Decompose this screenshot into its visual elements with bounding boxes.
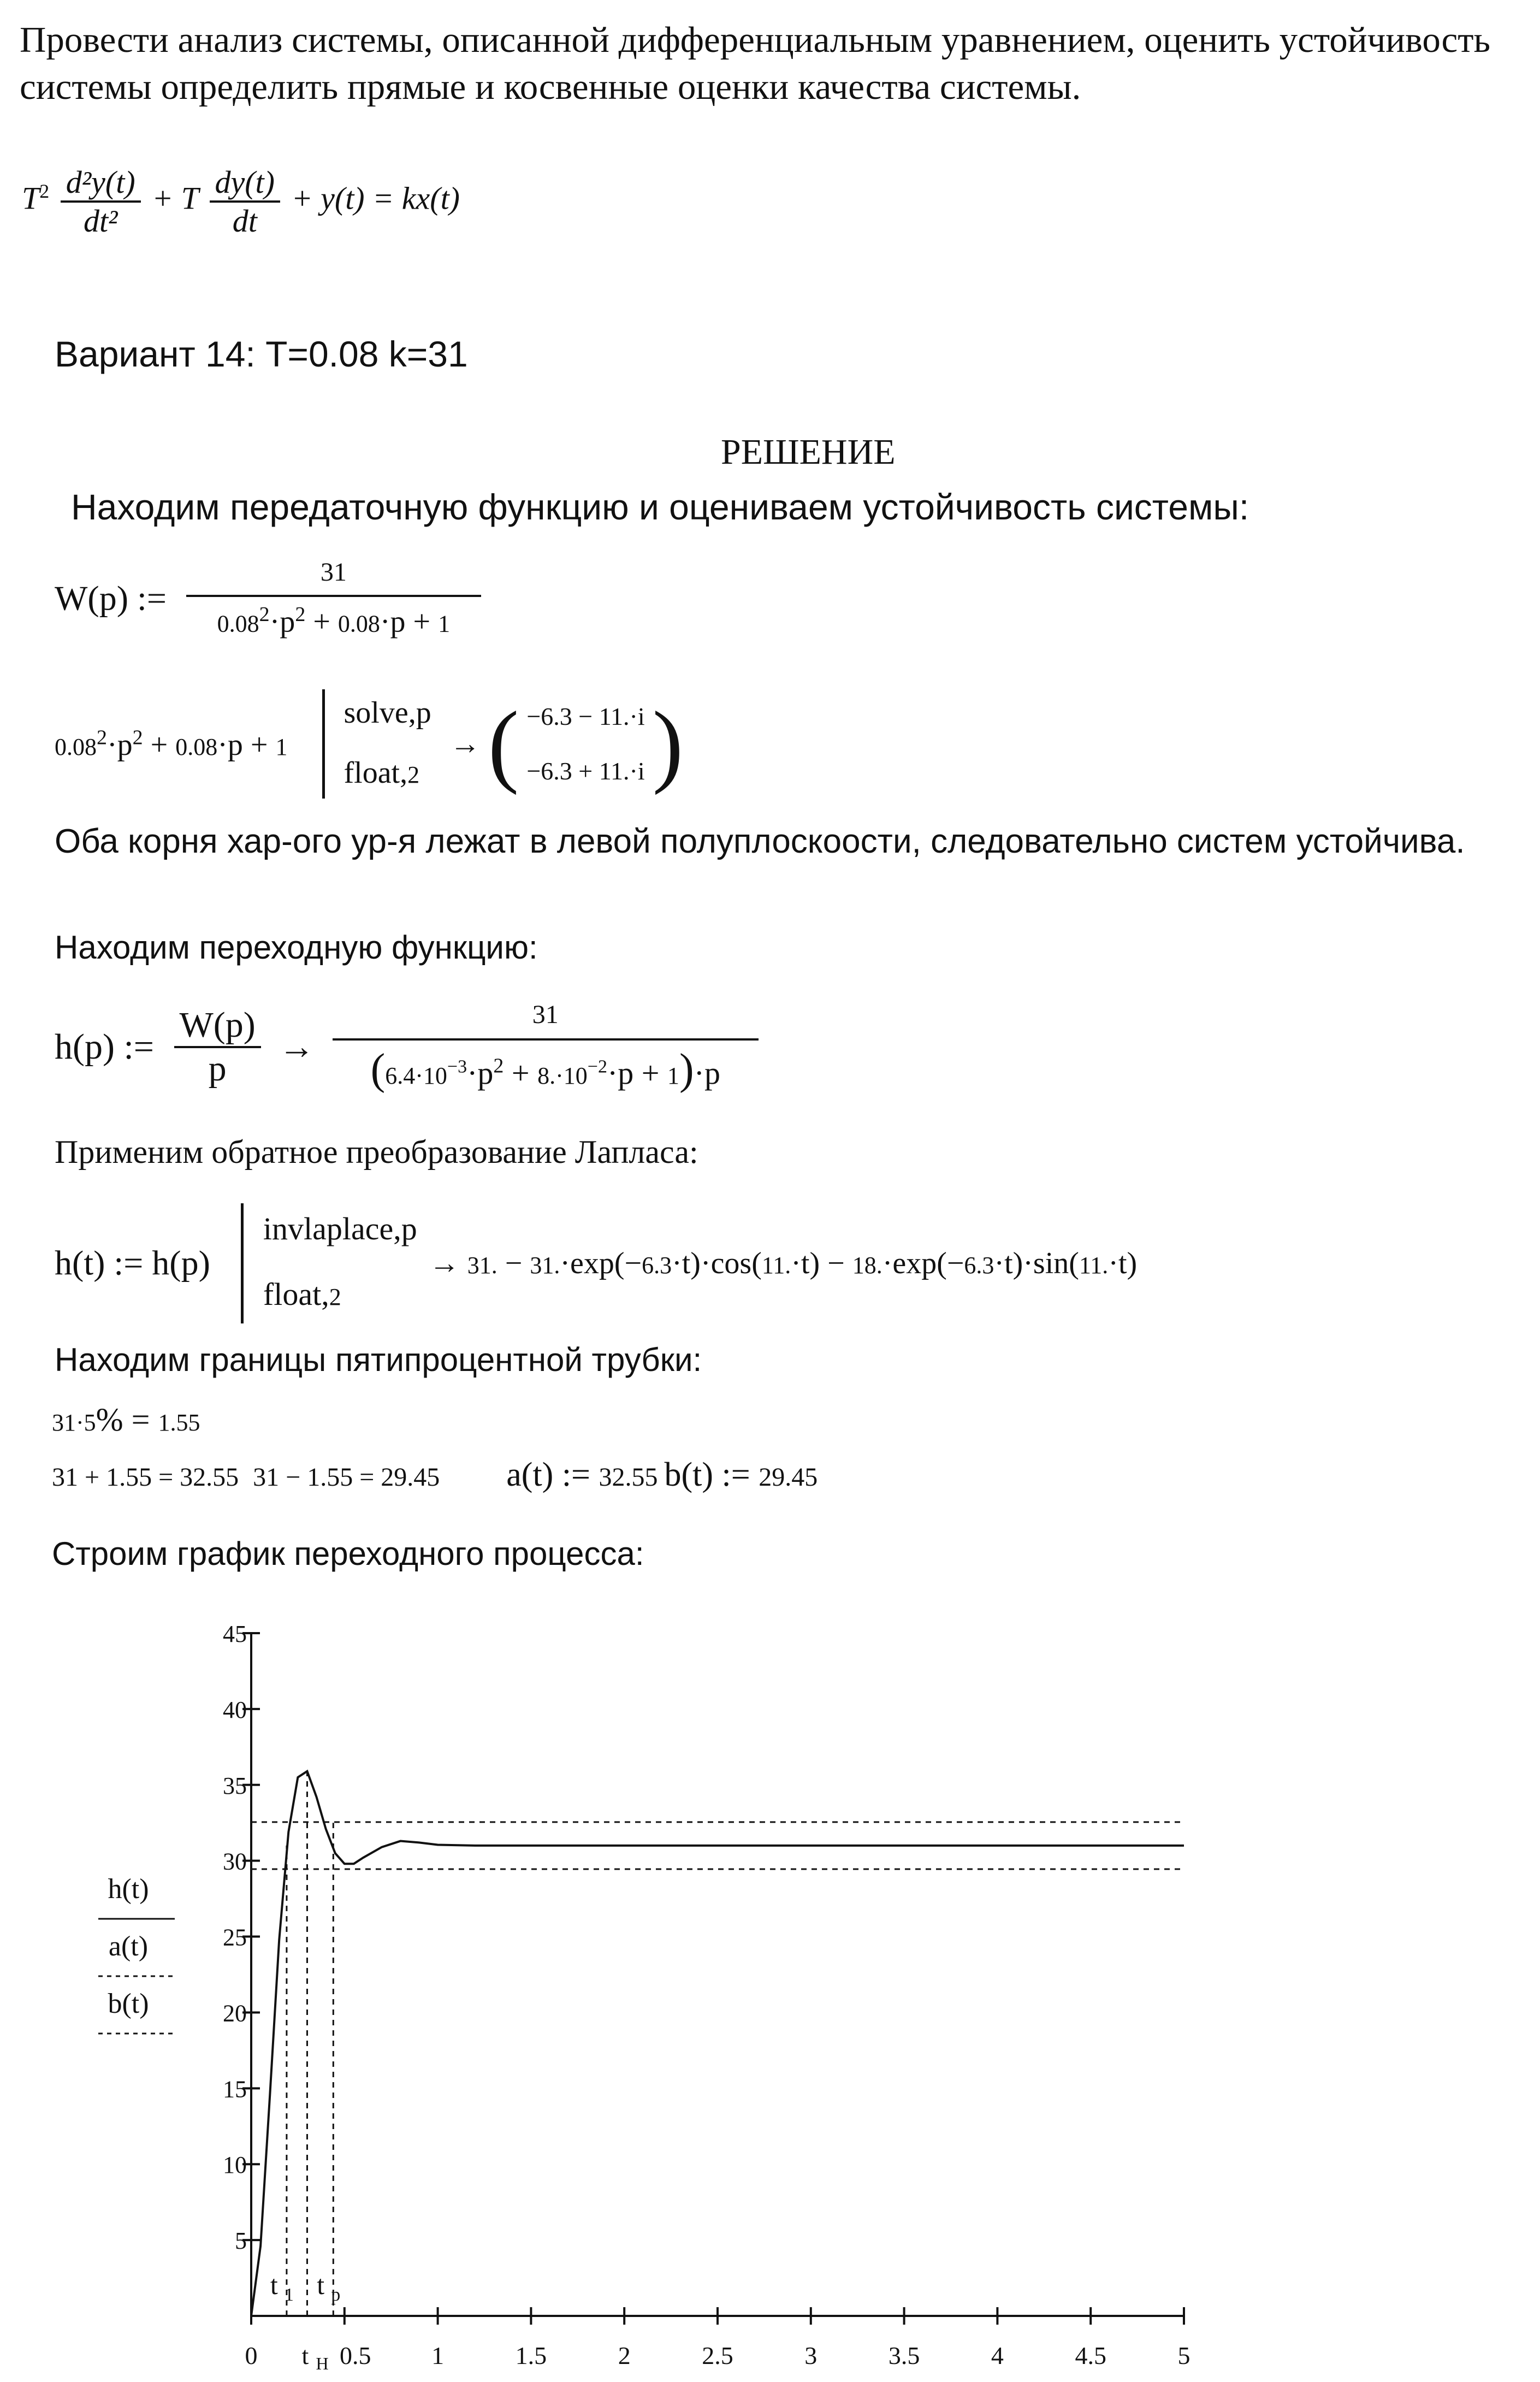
step-arrow: → (279, 1027, 315, 1067)
x-tick-label: 3.5 (888, 2342, 920, 2369)
step-result-fraction (333, 1000, 759, 1095)
root-1: −6.3 − 11.·i (526, 702, 645, 730)
eq-T-exp: 2 (39, 180, 50, 202)
b-value: 29.45 (759, 1463, 818, 1492)
laplace-text: Применим обратное преобразование Лапласа: (55, 1134, 698, 1170)
eq-dy-den: dt (232, 203, 257, 239)
step-result-den: $(6.4\cdot 10^{-3}\cdot p^2 + 8.\cdot 10^{-2}\cdot p + 1)\cdot p$ (370, 1045, 720, 1094)
tube-percent-line: 31·5% = 1.55 (52, 1402, 200, 1438)
marker-sub-tp: p (331, 2285, 341, 2305)
eq-rhs: + y(t) = kx(t) (291, 180, 460, 216)
eq-plus-T: + T (152, 180, 198, 216)
inverse-laplace (55, 1196, 1137, 1330)
x-tick-label: 4 (991, 2342, 1004, 2369)
a-def: a(t) := (506, 1456, 599, 1493)
y-tick-label: 15 (223, 2076, 247, 2103)
solve-keyword: solve,p (343, 696, 431, 730)
y-tick-label: 35 (223, 1772, 247, 1799)
marker-label-tH: t (301, 2342, 309, 2369)
inverse-result: → 31. − 31.·exp(−6.3·t)·cos(11.·t) − 18.·exp(−6.3·t)·sin(11.·t) (429, 1246, 1138, 1280)
solve-arrow: → (449, 727, 481, 761)
series-ht (251, 1771, 1184, 2316)
invlaplace-keyword: invlaplace,p (263, 1211, 417, 1246)
legend-label-bt: b(t) (108, 1988, 149, 2019)
tube-lower-calc: 31 − 1.55 = 29.45 (253, 1463, 440, 1492)
inverse-lhs: h(t) := h(p) (55, 1243, 210, 1282)
solution-title: РЕШЕНИЕ (721, 432, 896, 472)
eq-T: T (22, 180, 40, 216)
x-tick-label: 1 (431, 2342, 445, 2369)
marker-label-t1: t (270, 2269, 278, 2300)
b-def: b(t) := (664, 1456, 759, 1493)
tube-upper-calc: 31 + 1.55 = 32.55 (52, 1463, 239, 1492)
y-tick-label: 30 (223, 1848, 247, 1875)
eq-second-derivative (61, 164, 141, 239)
float-keyword: float,2 (343, 756, 420, 790)
step-response-laplace (55, 1000, 762, 1095)
transfer-function (55, 557, 484, 640)
roots-vector (526, 689, 644, 799)
y-tick-label: 20 (223, 2000, 247, 2027)
eq-first-derivative (210, 164, 281, 239)
transient-chart (0, 1595, 1540, 2382)
step-den: p (208, 1049, 227, 1089)
x-tick-label: 0.5 (340, 2342, 371, 2369)
step-num: W(p) (179, 1005, 256, 1045)
legend-label-at: a(t) (108, 1931, 149, 1962)
tube-bounds-line (52, 1456, 818, 1494)
x-tick-label: 1.5 (515, 2342, 547, 2369)
step-lhs: h(p) := (55, 1027, 155, 1067)
x-tick-label: 3 (804, 2342, 818, 2369)
y-tick-label: 25 (223, 1924, 247, 1951)
step4-heading: Строим график переходного процесса: (52, 1535, 644, 1572)
y-tick-label: 45 (223, 1621, 247, 1647)
x-tick-label: 4.5 (1075, 2342, 1106, 2369)
y-tick-label: 10 (223, 2152, 247, 2179)
roots-calculation: $0.08^2\cdot p^2 + 0.08\cdot p + 1$ solve,p float,2 → ( −6.3 − 11.·i −6.3 + 11.·i ) (55, 683, 683, 805)
transfer-den: $0.08^2\cdot p^2 + 0.08\cdot p + 1$ (217, 603, 451, 639)
step-wp-over-p (174, 1004, 261, 1090)
roots-polynomial: $0.08^2\cdot p^2 + 0.08\cdot p + 1$ (55, 726, 288, 762)
marker-sub-t1: 1 (284, 2285, 294, 2305)
step-result-num: 31 (532, 1000, 559, 1029)
y-tick-label: 40 (223, 1696, 247, 1723)
transfer-num: 31 (320, 558, 347, 587)
x-tick-label: 0 (245, 2342, 258, 2369)
differential-equation (22, 164, 460, 239)
solve-keywords (343, 683, 431, 805)
inverse-float-keyword: float,2 (263, 1276, 341, 1312)
root-2: −6.3 + 11.·i (526, 757, 645, 785)
x-tick-label: 2 (618, 2342, 631, 2369)
solve-separator (322, 689, 325, 799)
x-tick-label: 2.5 (702, 2342, 733, 2369)
inverse-separator (241, 1203, 244, 1323)
x-tick-label: 5 (1177, 2342, 1190, 2369)
marker-sub-tH: H (316, 2354, 329, 2373)
eq-d2y-num: d²y(t) (66, 164, 135, 200)
eq-dy-num: dy(t) (215, 164, 275, 200)
eq-d2y-den: dt² (83, 203, 118, 239)
step2-heading: Находим переходную функцию: (55, 929, 538, 966)
inverse-keywords (263, 1196, 417, 1330)
transfer-lhs: W(p) := (55, 578, 167, 618)
problem-statement: Провести анализ системы, описанной дифференциальным уравнением, оценить устойчивость системы определить прямые и косвенные оценки качества системы. (20, 20, 1491, 107)
step1-heading: Находим передаточную функцию и оцениваем устойчивость системы: (71, 487, 1249, 527)
y-tick-label: 5 (235, 2227, 247, 2255)
variant-line: Вариант 14: T=0.08 k=31 (55, 334, 468, 374)
legend-label-ht: h(t) (108, 1873, 149, 1905)
marker-label-tp: t (317, 2269, 325, 2300)
a-value: 32.55 (599, 1463, 658, 1492)
transfer-fraction (186, 557, 481, 640)
stability-conclusion: Оба корня хар-ого ур-я лежат в левой полуплоскоости, следовательно систем устойчива. (55, 823, 1465, 860)
step3-heading: Находим границы пятипроцентной трубки: (55, 1341, 702, 1378)
